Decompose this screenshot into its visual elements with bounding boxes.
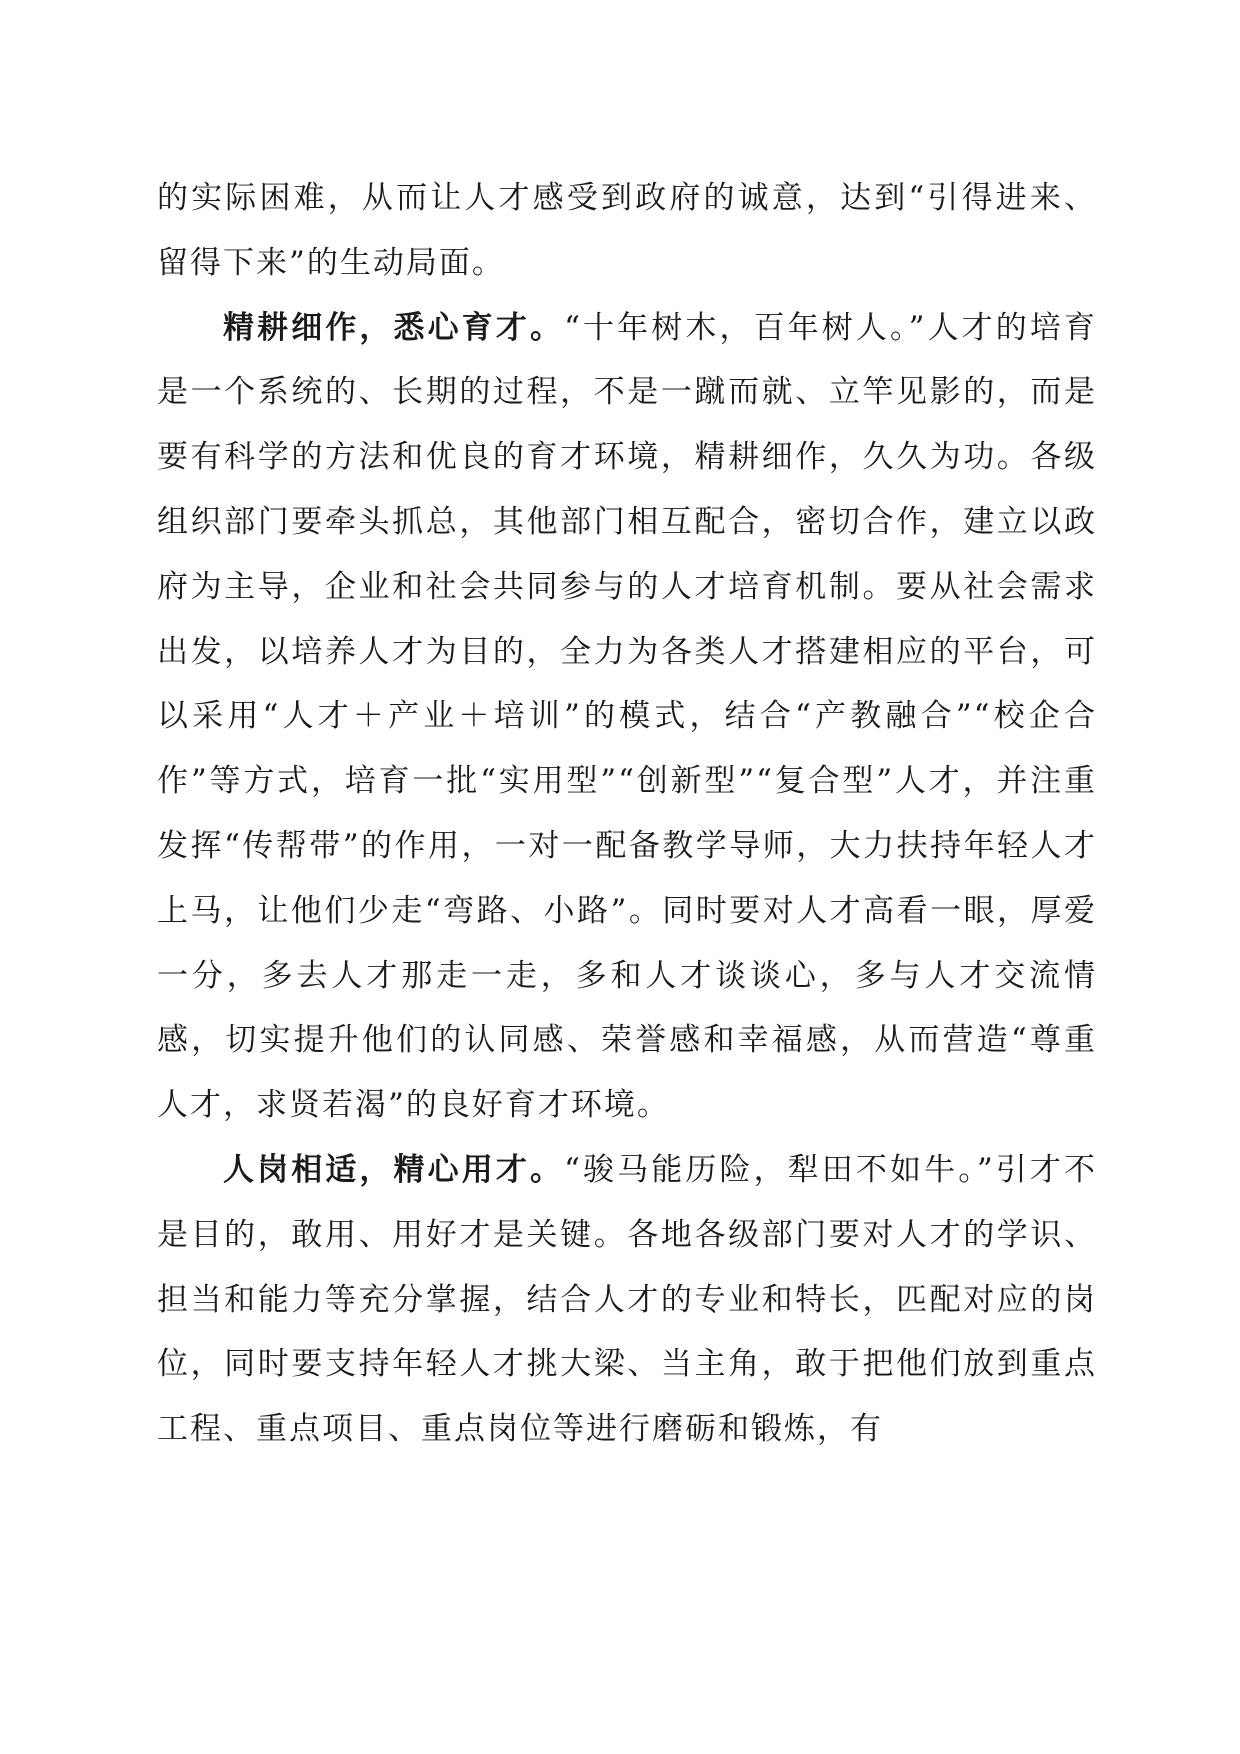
paragraph-text: 的实际困难，从而让人才感受到政府的诚意，达到“引得进来、留得下来”的生动局面。: [157, 180, 1097, 281]
paragraph-lead-heading: 精耕细作，悉心育才。: [223, 309, 565, 346]
paragraph-cultivate-talent: [157, 296, 1097, 1138]
paragraph-text: “十年树木，百年树人。”人才的培育是一个系统的、长期的过程，不是一蹴而就、立竿见影的，而是要有科学的方法和优良的育才环境，精耕细作，久久为功。各级组织部门要牵头抓总，其他部门相互配合，密切合作，建立以政府为主导，企业和社会共同参与的人才培育机制。要从社会需求出发，以培养人才为目的，全力为各类人才搭建相应的平台，可以采用“人才＋产业＋培训”的模式，结合“产教融合”“校企合作”等方式，培育一批“实用型”“创新型”“复合型”人才，并注重发挥“传帮带”的作用，一对一配备教学导师，大力扶持年轻人才上马，让他们少走“弯路、小路”。同时要对人才高看一眼，厚爱一分，多去人才那走一走，多和人才谈谈心，多与人才交流情感，切实提升他们的认同感、荣誉感和幸福感，从而营造“尊重人才，求贤若渴”的良好育才环境。: [157, 309, 1097, 1124]
paragraph-use-talent: [157, 1138, 1097, 1462]
paragraph-continuation: [157, 166, 1097, 296]
document-body: [157, 166, 1097, 1462]
paragraph-text: “骏马能历险，犁田不如牛。”引才不是目的，敢用、用好才是关键。各地各级部门要对人才的学识、担当和能力等充分掌握，结合人才的专业和特长，匹配对应的岗位，同时要支持年轻人才挑大梁、当主角，敢于把他们放到重点工程、重点项目、重点岗位等进行磨砺和锻炼，有: [157, 1151, 1097, 1448]
paragraph-lead-heading: 人岗相适，精心用才。: [223, 1151, 565, 1188]
